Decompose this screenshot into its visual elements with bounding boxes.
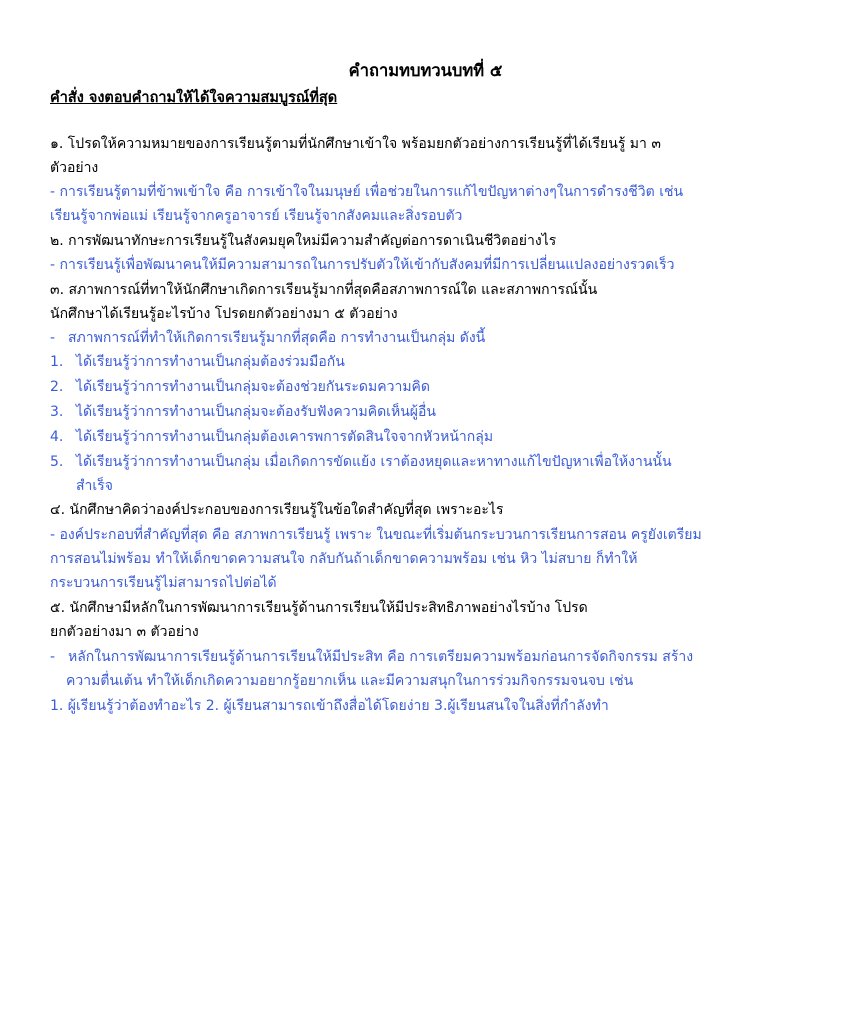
answer-3-intro-text: สภาพการณ์ที่ทำให้เกิดการเรียนรู้มากที่สุดคือ การทำงานเป็นกลุ่ม ดังนี้ [68, 330, 486, 346]
question-2-line-1: ๒. การพัฒนาทักษะการเรียนรู้ในสังคมยุคใหม่มีความสำคัญต่อการดาเนินชีวิตอย่างไร [50, 233, 557, 249]
list-item [50, 350, 345, 374]
question-1-line-2: ตัวอย่าง [50, 160, 99, 176]
list-item-text: ได้เรียนรู้ว่าการทำงานเป็นกลุ่มจะต้องรับฟังความคิดเห็นผู้อื่น [76, 404, 436, 420]
list-item [50, 425, 493, 449]
answer-4-line-1: - องค์ประกอบที่สำคัญที่สุด คือ สภาพการเรียนรู้ เพราะ ในขณะที่เริ่มต้นกระบวนการเรียนการสอน ครูยังเตรียม [50, 527, 702, 543]
answer-4-line-3: กระบวนการเรียนรู้ไม่สามารถไปต่อได้ [50, 575, 277, 591]
answer-5-line-1 [50, 645, 693, 669]
answer-1-line-2: เรียนรู้จากพ่อแม่ เรียนรู้จากครูอาจารย์ เรียนรู้จากสังคมและสิ่งรอบตัว [50, 208, 463, 224]
question-5-line-1: ๕. นักศึกษามีหลักในการพัฒนาการเรียนรู้ด้านการเรียนให้มีประสิทธิภาพอย่างไรบ้าง โปรด [50, 600, 588, 616]
dash-marker: - [50, 649, 56, 665]
list-item-text: ได้เรียนรู้ว่าการทำงานเป็นกลุ่มต้องร่วมมือกัน [76, 354, 345, 370]
list-number: 1. [50, 354, 64, 370]
answer-2-line-1: - การเรียนรู้เพื่อพัฒนาคนให้มีความสามารถในการปรับตัวให้เข้ากับสังคมที่มีการเปลี่ยนแปลงอย่างรวดเร็ว [50, 257, 675, 273]
list-item-continuation: สำเร็จ [76, 478, 113, 494]
answer-3-intro [50, 326, 485, 350]
list-item [50, 400, 436, 424]
answer-1-line-1: - การเรียนรู้ตามที่ข้าพเข้าใจ คือ การเข้าใจในมนุษย์ เพื่อช่วยในการแก้ไขปัญหาต่างๆในการดำรงชีวิต เช่น [50, 184, 684, 200]
list-number: 5. [50, 454, 64, 470]
answer-5-line-1-text: หลักในการพัฒนาการเรียนรู้ด้านการเรียนให้มีประสิท คือ การเตรียมความพร้อมก่อนการจัดกิจกรรม สร้าง [68, 649, 694, 665]
answer-5-line-2: ความตื่นเต้น ทำให้เด็กเกิดความอยากรู้อยากเห็น และมีความสนุกในการร่วมกิจกรรมจนจบ เช่น [66, 673, 634, 689]
list-item-text: ได้เรียนรู้ว่าการทำงานเป็นกลุ่มต้องเคารพการตัดสินใจจากหัวหน้ากลุ่ม [76, 429, 494, 445]
dash-marker: - [50, 330, 56, 346]
page-title: คำถามทบทวนบทที่ ๕ [348, 61, 503, 80]
list-number: 4. [50, 429, 64, 445]
instruction: คำสั่ง จงตอบคำถามให้ได้ใจความสมบูรณ์ที่สุด [50, 90, 338, 106]
list-number: 3. [50, 404, 64, 420]
question-4-line-1: ๔. นักศึกษาคิดว่าองค์ประกอบของการเรียนรู้ในข้อใดสำคัญที่สุด เพราะอะไร [50, 502, 504, 518]
answer-4-line-2: การสอนไม่พร้อม ทำให้เด็กขาดความสนใจ กลับกันถ้าเด็กขาดความพร้อม เช่น หิว ไม่สบาย ก็ทำให้ [50, 551, 638, 567]
list-item [50, 450, 672, 474]
list-item-text: ได้เรียนรู้ว่าการทำงานเป็นกลุ่ม เมื่อเกิดการขัดแย้ง เราต้องหยุดและหาทางแก้ไขปัญหาเพื่อให้งานนั้น [76, 454, 672, 470]
list-number: 2. [50, 379, 64, 395]
question-3-line-2: นักศึกษาได้เรียนรู้อะไรบ้าง โปรดยกตัวอย่างมา ๕ ตัวอย่าง [50, 306, 398, 322]
question-1-line-1: ๑. โปรดให้ความหมายของการเรียนรู้ตามที่นักศึกษาเข้าใจ พร้อมยกตัวอย่างการเรียนรู้ที่ได้เรียนรู้ มา ๓ [50, 136, 661, 152]
list-item [50, 375, 430, 399]
answer-5-line-3: 1. ผู้เรียนรู้ว่าต้องทำอะไร 2. ผู้เรียนสามารถเข้าถึงสื่อได้โดยง่าย 3.ผู้เรียนสนใจในสิ่งที่กำลังทำ [50, 698, 609, 714]
question-5-line-2: ยกตัวอย่างมา ๓ ตัวอย่าง [50, 624, 199, 640]
list-item-text: ได้เรียนรู้ว่าการทำงานเป็นกลุ่มจะต้องช่วยกันระดมความคิด [76, 379, 430, 395]
question-3-line-1: ๓. สภาพการณ์ที่ทาให้นักศึกษาเกิดการเรียนรู้มากที่สุดคือสภาพการณ์ใด และสภาพการณ์นั้น [50, 282, 598, 298]
